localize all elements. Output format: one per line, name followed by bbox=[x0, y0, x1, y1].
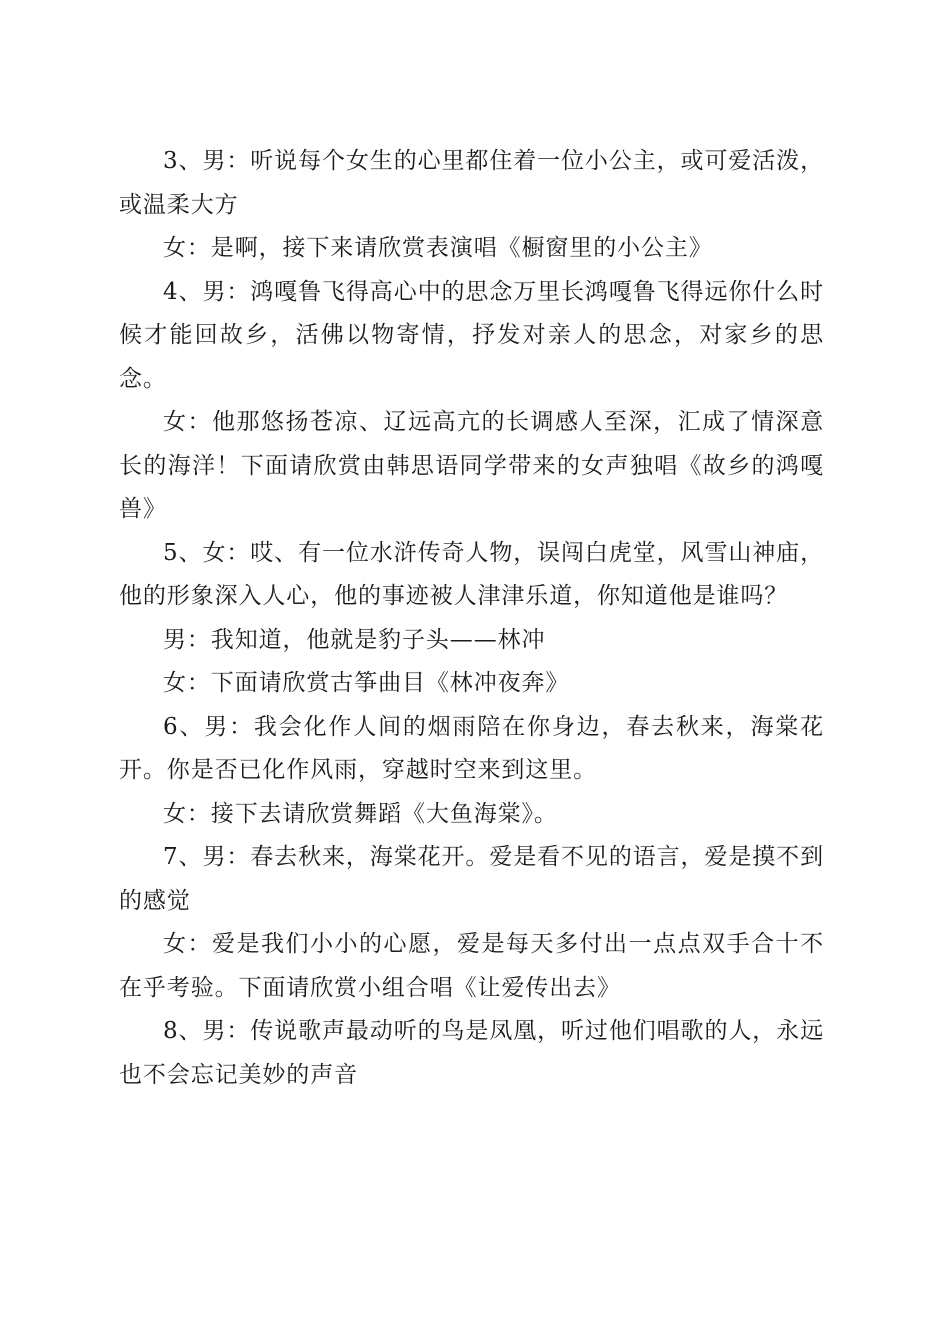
paragraph-3: 4、男：鸿嘎鲁飞得高心中的思念万里长鸿嘎鲁飞得远你什么时候才能回故乡，活佛以物寄情，抒发对亲人的思念，对家乡的思念。 bbox=[119, 278, 824, 392]
paragraph-5: 5、女：哎、有一位水浒传奇人物，误闯白虎堂，风雪山神庙，他的形象深入人心，他的事迹被人津津乐道，你知道他是谁吗？ bbox=[119, 539, 824, 609]
paragraph-10: 7、男：春去秋来，海棠花开。爱是看不见的语言，爱是摸不到的感觉 bbox=[119, 844, 824, 914]
paragraph-1: 3、男：听说每个女生的心里都住着一位小公主，或可爱活泼，或温柔大方 bbox=[119, 148, 824, 218]
paragraph-12: 8、男：传说歌声最动听的鸟是凤凰，听过他们唱歌的人，永远也不会忘记美妙的声音 bbox=[119, 1018, 824, 1088]
paragraph-7: 女：下面请欣赏古筝曲目《林冲夜奔》 bbox=[163, 670, 570, 696]
paragraph-11: 女：爱是我们小小的心愿，爱是每天多付出一点点双手合十不在乎考验。下面请欣赏小组合唱《让爱传出去》 bbox=[119, 931, 824, 1001]
paragraph-9: 女：接下去请欣赏舞蹈《大鱼海棠》。 bbox=[163, 800, 558, 827]
paragraph-2: 女：是啊，接下来请欣赏表演唱《橱窗里的小公主》 bbox=[163, 235, 713, 261]
paragraph-8: 6、男：我会化作人间的烟雨陪在你身边，春去秋来，海棠花开。你是否已化作风雨，穿越时空来到这里。 bbox=[119, 713, 824, 783]
paragraph-4: 女：他那悠扬苍凉、辽远高亢的长调感人至深，汇成了情深意长的海洋！下面请欣赏由韩思语同学带来的女声独唱《故乡的鸿嘎兽》 bbox=[119, 409, 824, 522]
paragraph-6: 男：我知道，他就是豹子头——林冲 bbox=[163, 626, 546, 653]
document-body bbox=[119, 140, 824, 1097]
